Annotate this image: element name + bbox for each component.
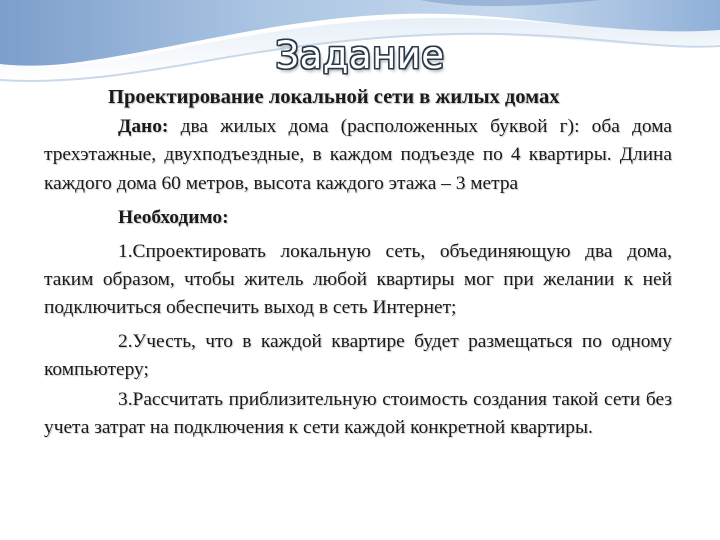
given-text: два жилых дома (расположенных буквой г): оба дома трехэтажные, двухподъездные, в каждом подъезде по 4 квартиры. Длина каждого дома 60 метров, высота каждого этажа – 3 метра	[44, 116, 672, 194]
slide-title: Задание	[275, 34, 445, 77]
given-paragraph	[44, 113, 672, 198]
required-label-paragraph	[44, 204, 672, 232]
given-label: Дано:	[118, 116, 169, 137]
task-body	[44, 113, 672, 442]
task-item-3: 3.Рассчитать приблизительную стоимость создания такой сети без учета затрат на подключения к сети каждой конкретной квартиры.	[44, 388, 672, 439]
task-item-1: 1.Спроектировать локальную сеть, объединяющую два дома, таким образом, чтобы житель любой квартиры мог при желании к ней подключиться обеспечить выход в сеть Интернет;	[44, 240, 672, 319]
slide-subtitle: Проектирование локальной сети в жилых домах	[108, 86, 560, 108]
required-label: Необходимо:	[118, 207, 229, 229]
task-item-2: 2.Учесть, что в каждой квартире будет размещаться по одному компьютеру;	[44, 330, 672, 381]
